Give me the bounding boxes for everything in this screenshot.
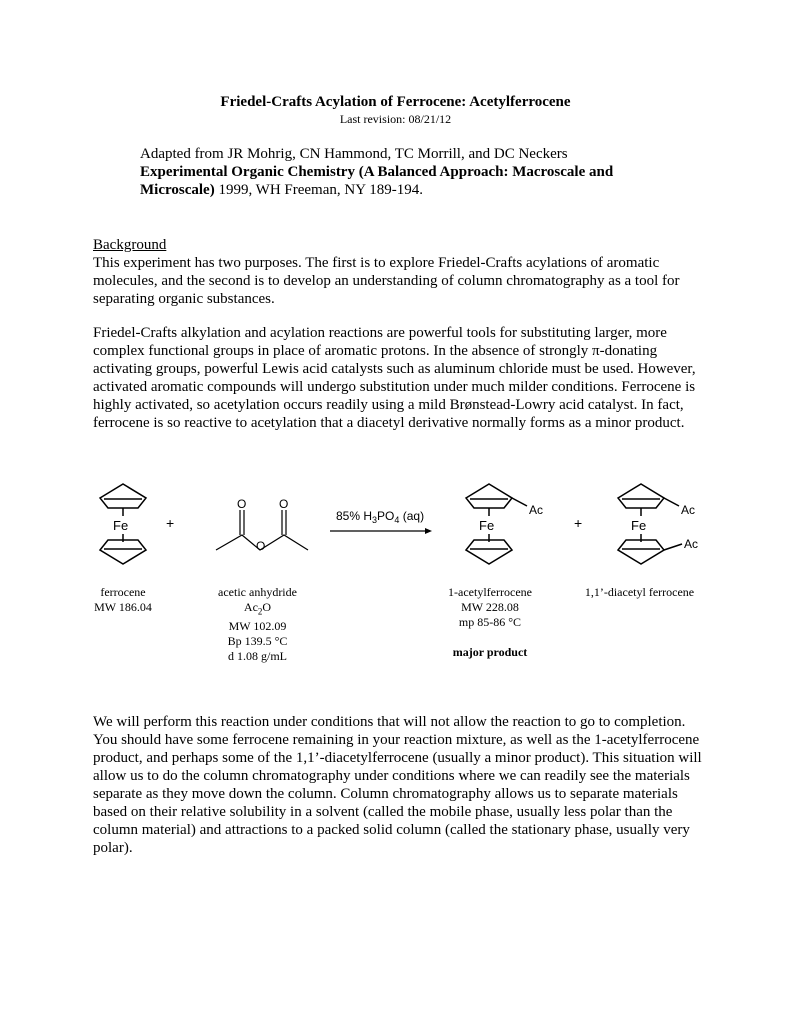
fe-label-acetylferrocene: Fe (479, 518, 495, 533)
carbonyl-oxygen-1: O (237, 497, 247, 511)
background-paragraph-1: This experiment has two purposes. The first is to explore Friedel-Crafts acylations of aromatic molecules, and the second is to develop an understanding of column chromatography as a tool for separating organic substances. (93, 255, 680, 307)
diacetyl-name: 1,1’-diacetyl ferrocene (584, 585, 695, 599)
acetyl-group-label-bottom: Ac (684, 537, 699, 551)
ferrocene-mw: MW 186.04 (94, 600, 152, 614)
citation-book-title: Experimental Organic Chemistry (A Balanced Approach: Macroscale and (140, 164, 614, 180)
plus-sign-1: + (166, 515, 175, 531)
reaction-scheme-drawing (80, 478, 720, 573)
anhydride-mw: MW 102.09 (228, 619, 287, 634)
revision-date: Last revision: 08/21/12 (339, 112, 452, 126)
background-heading: Background (93, 237, 167, 253)
citation-publisher: 1999, WH Freeman, NY 189-194. (214, 182, 423, 198)
background-paragraph-2: Friedel-Crafts alkylation and acylation reactions are powerful tools for substituting larger, more complex functional groups in place of aromatic protons. In the absence of strongly π-donating activating groups, powerful Lewis acid catalysts such as aluminum chloride must be used. However, activated aromatic compounds will undergo substitution under much milder conditions. Ferrocene is highly activated, so acetylation occurs readily using a mild Brønstead-Lowry acid catalyst. In fact, ferrocene is so reactive to acetylation that a diacetyl derivative normally forms as a minor product. (93, 325, 696, 431)
reagent-label: 85% $H_3PO_4$ (aq) (336, 509, 425, 525)
acetyl-group-label: Ac (529, 503, 544, 517)
major-product-label: major product (452, 645, 528, 659)
acetylferrocene-mw: MW 228.08 (461, 600, 519, 614)
reaction-arrow-head (425, 528, 432, 534)
anhydride-density: d 1.08 g/mL (228, 649, 287, 664)
anhydride-name: acetic anhydride (218, 585, 297, 599)
acetyl-group-label-top: Ac (681, 503, 696, 517)
closing-paragraph: We will perform this reaction under conditions that will not allow the reaction to go to completion. You should have some ferrocene remaining in your reaction mixture, as well as the 1-acetylferrocene product, and perhaps some of the 1,1’-diacetylferrocene (usually a minor product). This situation will allow us to do the column chromatography under conditions where we can readily see the materials separate as they move down the column. Column chromatography allows us to separate materials based on their relative solubility in a solvent (called the mobile phase, usually less polar than the column material) and attractions to a packed solid column (called the stationary phase, usually very polar). (93, 714, 702, 856)
anhydride-formula: $Ac_2O$ (243, 600, 272, 617)
background-section (93, 236, 703, 308)
citation-authors: Adapted from JR Mohrig, CN Hammond, TC Morrill, and DC Neckers (140, 146, 568, 162)
acetylferrocene-caption (430, 585, 550, 660)
plus-sign-2: + (574, 515, 583, 531)
acetylferrocene-structure (466, 484, 527, 564)
document-title: Friedel-Crafts Acylation of Ferrocene: Acetylferrocene (220, 94, 571, 110)
acetylferrocene-name: 1-acetylferrocene (448, 585, 532, 599)
acetylferrocene-mp: mp 85-86 °C (458, 615, 522, 629)
citation-book-title-cont: Microscale) (140, 182, 215, 198)
anhydride-bp: Bp 139.5 °C (227, 634, 288, 649)
anhydride-caption (195, 585, 320, 664)
ferrocene-caption (78, 585, 168, 615)
bridging-oxygen: O (256, 539, 266, 553)
reaction-scheme (80, 478, 720, 578)
diacetyl-caption (572, 585, 707, 600)
fe-label-ferrocene: Fe (113, 518, 129, 533)
ferrocene-name: ferrocene (100, 585, 146, 599)
carbonyl-oxygen-2: O (279, 497, 289, 511)
fe-label-diacetylferrocene: Fe (631, 518, 647, 533)
citation (140, 145, 700, 199)
diacetylferrocene-structure (618, 484, 682, 564)
